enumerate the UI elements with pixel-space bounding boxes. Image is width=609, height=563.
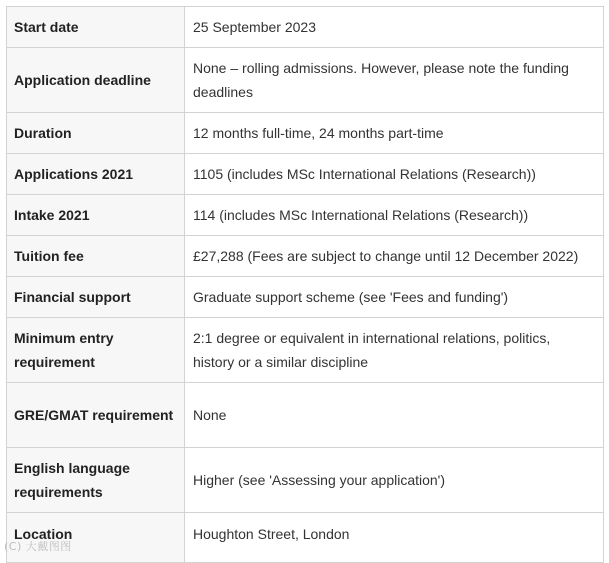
row-label: English language requirements — [7, 448, 185, 513]
watermark: (C) 大戴图图 — [4, 540, 72, 553]
row-value: 2:1 degree or equivalent in international relations, politics, history or a similar discipline — [185, 318, 604, 383]
row-label: Duration — [7, 113, 185, 154]
table-row — [7, 195, 604, 236]
row-value: Graduate support scheme (see 'Fees and funding') — [185, 277, 604, 318]
table-row — [7, 154, 604, 195]
row-value: 12 months full-time, 24 months part-time — [185, 113, 604, 154]
table-row — [7, 7, 604, 48]
table-row — [7, 448, 604, 513]
row-label: Minimum entry requirement — [7, 318, 185, 383]
row-label: Financial support — [7, 277, 185, 318]
row-label: Tuition fee — [7, 236, 185, 277]
row-value: 25 September 2023 — [185, 7, 604, 48]
table-row — [7, 513, 604, 563]
row-value: None — [185, 383, 604, 448]
table-row — [7, 318, 604, 383]
row-value: 114 (includes MSc International Relations (Research)) — [185, 195, 604, 236]
row-label: GRE/GMAT requirement — [7, 383, 185, 448]
row-label: Location — [7, 513, 185, 563]
row-label: Applications 2021 — [7, 154, 185, 195]
row-label: Intake 2021 — [7, 195, 185, 236]
row-value: Higher (see 'Assessing your application') — [185, 448, 604, 513]
table-row — [7, 113, 604, 154]
row-label: Application deadline — [7, 48, 185, 113]
row-value: Houghton Street, London — [185, 513, 604, 563]
table-row — [7, 236, 604, 277]
row-value: 1105 (includes MSc International Relations (Research)) — [185, 154, 604, 195]
table-row — [7, 277, 604, 318]
programme-info-table — [6, 6, 604, 563]
row-label: Start date — [7, 7, 185, 48]
table-row — [7, 383, 604, 448]
row-value: £27,288 (Fees are subject to change until 12 December 2022) — [185, 236, 604, 277]
table-row — [7, 48, 604, 113]
row-value: None – rolling admissions. However, please note the funding deadlines — [185, 48, 604, 113]
